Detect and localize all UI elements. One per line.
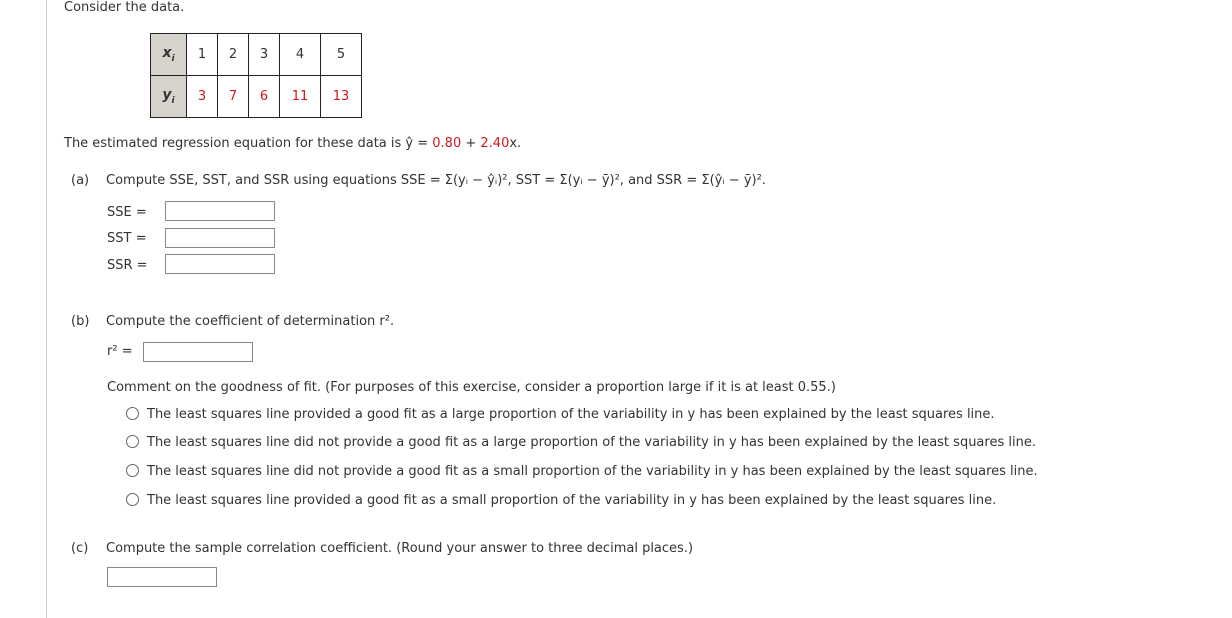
x-cell: 3 xyxy=(249,34,280,76)
y-cell: 7 xyxy=(218,76,249,118)
r2-label: r² = xyxy=(107,344,133,359)
y-row xyxy=(151,76,362,118)
radio-button[interactable] xyxy=(126,493,139,506)
x-cell: 5 xyxy=(321,34,362,76)
x-header: $x_i$ xyxy=(151,34,187,76)
radio-button[interactable] xyxy=(126,435,139,448)
fit-option-3[interactable]: The least squares line did not provide a good fit as a small proportion of the variability in y has been explained by the least squares line. xyxy=(126,464,1038,479)
x-row xyxy=(151,34,362,76)
radio-button[interactable] xyxy=(126,464,139,477)
x-cell: 2 xyxy=(218,34,249,76)
fit-option-2[interactable]: The least squares line did not provide a good fit as a large proportion of the variability in y has been explained by the least squares line. xyxy=(126,435,1036,450)
sst-input[interactable] xyxy=(165,228,275,248)
y-cell: 13 xyxy=(321,76,362,118)
part-a-label: (a) xyxy=(71,173,90,188)
y-cell: 3 xyxy=(187,76,218,118)
x-cell: 4 xyxy=(280,34,321,76)
y-cell: 6 xyxy=(249,76,280,118)
fit-option-1[interactable]: The least squares line provided a good fit as a large proportion of the variability in y has been explained by the least squares line. xyxy=(126,407,995,422)
r2-input[interactable] xyxy=(143,342,253,362)
part-b-label: (b) xyxy=(71,314,90,329)
y-cell: 11 xyxy=(280,76,321,118)
part-b-text: Compute the coefficient of determination r². xyxy=(106,314,395,329)
comment-prompt: Comment on the goodness of fit. (For purposes of this exercise, consider a proportion large if it is at least 0.55.) xyxy=(107,380,836,395)
part-a-text: Compute SSE, SST, and SSR using equations SSE = Σ(yᵢ − ŷᵢ)², SST = Σ(yᵢ − ȳ)², and SSR = Σ(ŷᵢ − ȳ)². xyxy=(106,173,766,188)
radio-button[interactable] xyxy=(126,407,139,420)
x-cell: 1 xyxy=(187,34,218,76)
intro-text: Consider the data. xyxy=(64,0,185,15)
regression-equation: The estimated regression equation for these data is ŷ = 0.80 + 2.40x. xyxy=(64,136,522,151)
data-table xyxy=(150,33,362,118)
part-c-label: (c) xyxy=(71,541,89,556)
ssr-label: SSR = xyxy=(107,258,148,273)
ssr-input[interactable] xyxy=(165,254,275,274)
correlation-input[interactable] xyxy=(107,567,217,587)
left-divider xyxy=(46,0,47,618)
sst-label: SST = xyxy=(107,231,147,246)
y-header: $y_i$ xyxy=(151,76,187,118)
part-c-text: Compute the sample correlation coefficient. (Round your answer to three decimal places.) xyxy=(106,541,694,556)
sse-input[interactable] xyxy=(165,201,275,221)
sse-label: SSE = xyxy=(107,205,147,220)
fit-option-4[interactable]: The least squares line provided a good fit as a small proportion of the variability in y has been explained by the least squares line. xyxy=(126,493,996,508)
